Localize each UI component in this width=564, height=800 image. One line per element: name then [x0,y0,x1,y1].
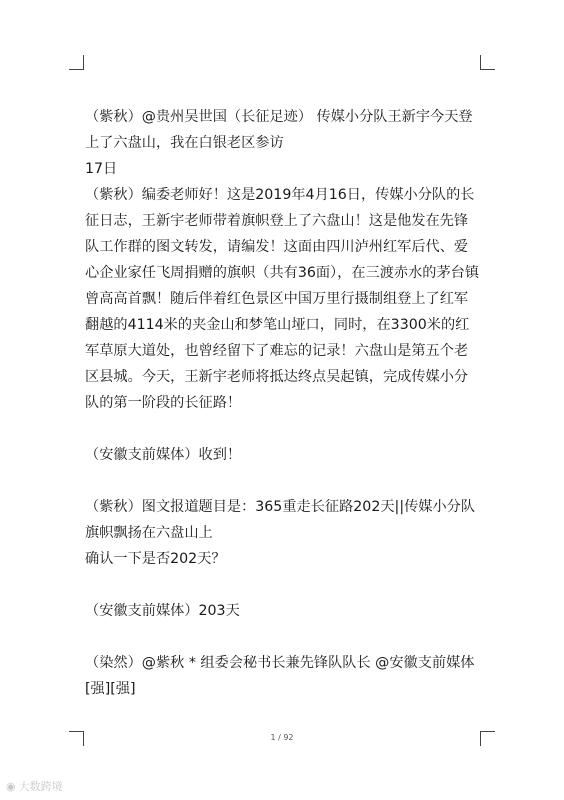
watermark [6,778,63,794]
paragraph: （紫秋）@贵州吴世国（长征足迹） 传媒小分队王新宇今天登上了六盘山，我在白银老区参访 [85,109,473,151]
watermark-text: 大数跨境 [18,780,63,793]
paragraph: （紫秋）编委老师好！这是2019年4月16日，传媒小分队的长征日志，王新宇老师带着旗帜登上了六盘山！这是他发在先锋队工作群的图文转发，请编发！这面由四川泸州红军后代、爱心企业家任飞周捐赠的旗帜（共有36面），在三渡赤水的茅台镇曾高高首飘！随后伴着红色景区中国万里行摄制组登上了红军翻越的4114米的夹金山和梦笔山垭口，同时，在3300米的红军草原大道处，也曾经留下了难忘的记录！六盘山是第五个老区县城。今天，王新宇老师将抵达终点吴起镇，完成传媒小分队的第一阶段的长征路！ [85,187,480,411]
paragraph-gap [85,572,481,598]
paragraph-gap [85,624,481,650]
crop-mark-top-right [480,55,495,70]
paragraph: 确认一下是否202天？ [85,551,226,567]
paragraph: （染然）@紫秋 * 组委会秘书长兼先锋队队长 @安徽支前媒体 [强][强] [85,655,475,697]
document-body [85,104,481,702]
paragraph: 17日 [85,161,118,177]
paragraph: （安徽支前媒体）收到！ [85,447,242,463]
page-number: 1 / 92 [270,733,294,742]
paragraph: （紫秋）图文报道题目是：365重走长征路202天||传媒小分队旗帜飘扬在六盘山上 [85,499,476,541]
paragraph-gap [85,468,481,494]
crop-mark-top-left [69,55,84,70]
paragraph-gap [85,416,481,442]
weibo-icon: ◉ [6,779,16,793]
paragraph: （安徽支前媒体）203天 [85,603,240,619]
